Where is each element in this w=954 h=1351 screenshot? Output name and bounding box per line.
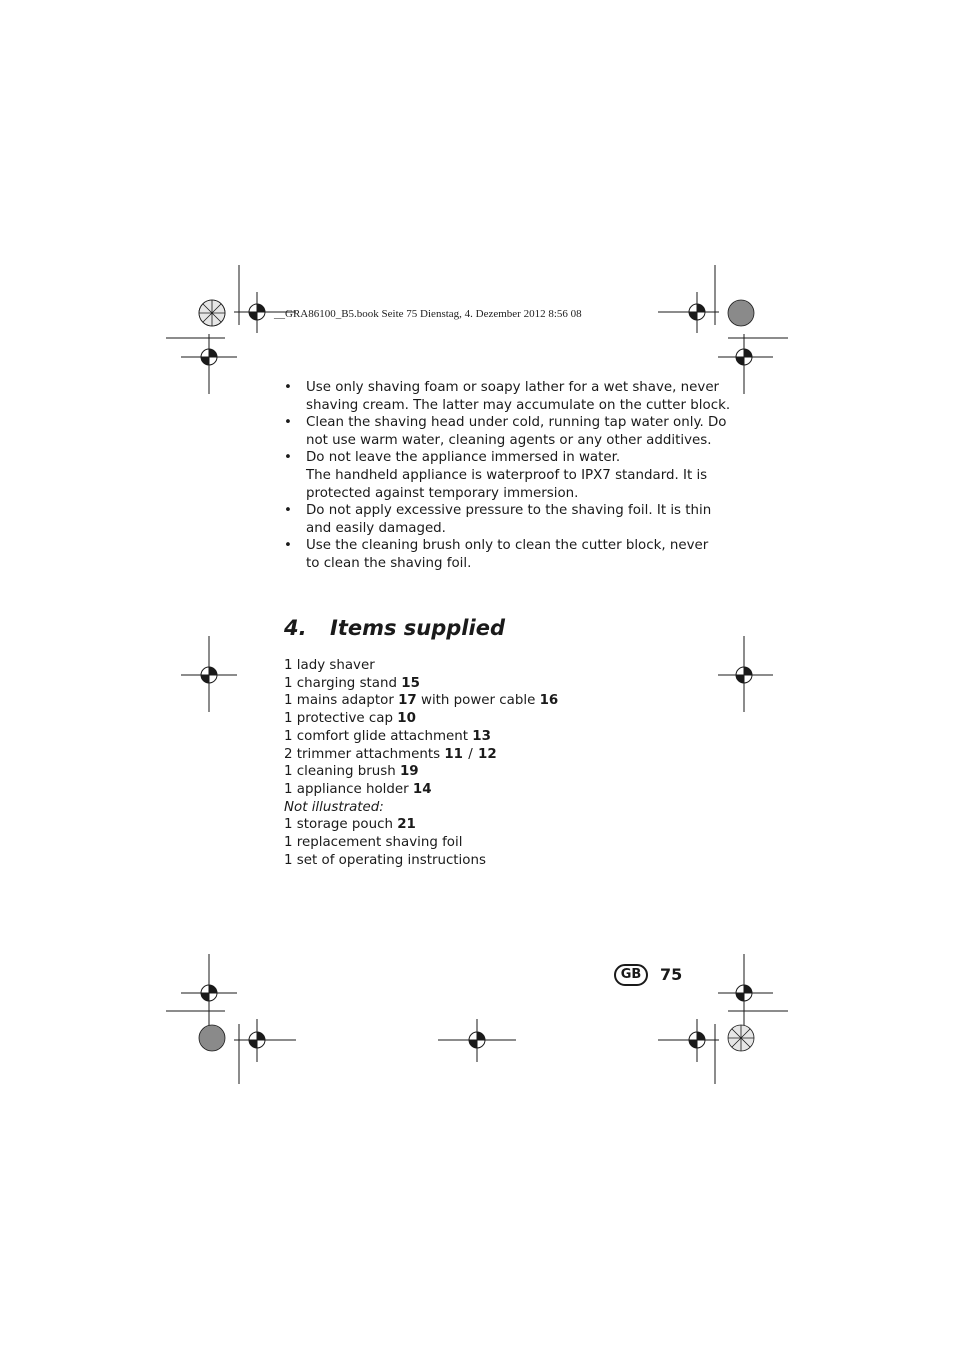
- item-reference-number: 11: [444, 746, 463, 762]
- section-heading: [284, 616, 505, 640]
- list-item: [284, 763, 558, 781]
- item-label: 2 trimmer attachments: [284, 746, 445, 762]
- bullet-text-line: to clean the shaving foil.: [306, 555, 472, 571]
- list-item: [284, 710, 558, 728]
- item-label: 1 comfort glide attachment: [284, 728, 473, 744]
- list-item: [284, 692, 558, 710]
- bullet-icon: •: [284, 538, 292, 554]
- item-reference-number: 12: [478, 746, 497, 762]
- item-label: 1 set of operating instructions: [284, 852, 486, 868]
- item-label: 1 charging stand: [284, 675, 402, 691]
- item-label: 1 appliance holder: [284, 781, 413, 797]
- bullet-icon: •: [284, 503, 292, 519]
- item-label: 1 storage pouch: [284, 817, 398, 833]
- list-item: [284, 852, 558, 870]
- bullet-text-line: Use the cleaning brush only to clean the cutter block, never: [306, 538, 709, 554]
- item-label: 1 protective cap: [284, 711, 398, 727]
- bullet-text-line: Do not leave the appliance immersed in water.: [306, 450, 621, 466]
- list-item: [284, 799, 558, 817]
- item-reference-number: 16: [539, 693, 559, 709]
- list-item: [284, 502, 712, 537]
- bullet-text-line: not use warm water, cleaning agents or any other additives.: [306, 432, 712, 448]
- bullet-text-line: The handheld appliance is waterproof to IPX7 standard. It is: [306, 467, 708, 483]
- print-header-line: __GRA86100_B5.book Seite 75 Dienstag, 4. Dezember 2012 8:56 08: [274, 308, 582, 320]
- item-label: with power cable: [416, 693, 540, 709]
- bullet-icon: •: [284, 380, 292, 395]
- item-label: 1 mains adaptor: [284, 693, 399, 709]
- item-label: 1 replacement shaving foil: [284, 835, 463, 851]
- list-item: [284, 728, 558, 746]
- list-item: [284, 746, 558, 764]
- list-item: [284, 816, 558, 834]
- language-badge: GB: [614, 964, 648, 986]
- item-reference-number: 15: [401, 675, 420, 691]
- item-reference-number: 17: [398, 693, 417, 709]
- list-item: [284, 537, 709, 572]
- item-reference-number: 21: [397, 817, 416, 833]
- bullet-icon: •: [284, 415, 292, 431]
- bullet-icon: •: [284, 450, 292, 466]
- list-item: [284, 834, 558, 852]
- item-separator: /: [468, 746, 473, 762]
- section-title-text: Items supplied: [330, 616, 505, 640]
- list-item: [284, 449, 708, 502]
- bullet-text-line: shaving cream. The latter may accumulate on the cutter block.: [306, 397, 731, 413]
- item-reference-number: 14: [412, 781, 432, 797]
- bullet-text-line: Use only shaving foam or soapy lather for a wet shave, never: [306, 380, 720, 395]
- bullet-text-line: Do not apply excessive pressure to the shaving foil. It is thin: [306, 503, 712, 519]
- not-illustrated-note: Not illustrated:: [284, 799, 384, 815]
- item-label: 1 cleaning brush: [284, 764, 400, 780]
- safety-bullet-list: [284, 379, 731, 573]
- list-item: [284, 379, 731, 414]
- item-label: 1 lady shaver: [284, 658, 375, 673]
- item-reference-number: 19: [399, 764, 419, 780]
- item-reference-number: 10: [397, 711, 416, 727]
- item-reference-number: 13: [472, 728, 491, 744]
- bullet-text-line: protected against temporary immersion.: [306, 485, 579, 501]
- page-number: 75: [660, 965, 683, 984]
- items-supplied-list: [284, 657, 558, 869]
- list-item: [284, 781, 558, 799]
- list-item: [284, 414, 727, 449]
- section-number: 4.: [284, 616, 307, 640]
- list-item: [284, 675, 558, 693]
- bullet-text-line: and easily damaged.: [306, 520, 446, 536]
- list-item: [284, 657, 558, 675]
- bullet-text-line: Clean the shaving head under cold, running tap water only. Do: [306, 415, 727, 431]
